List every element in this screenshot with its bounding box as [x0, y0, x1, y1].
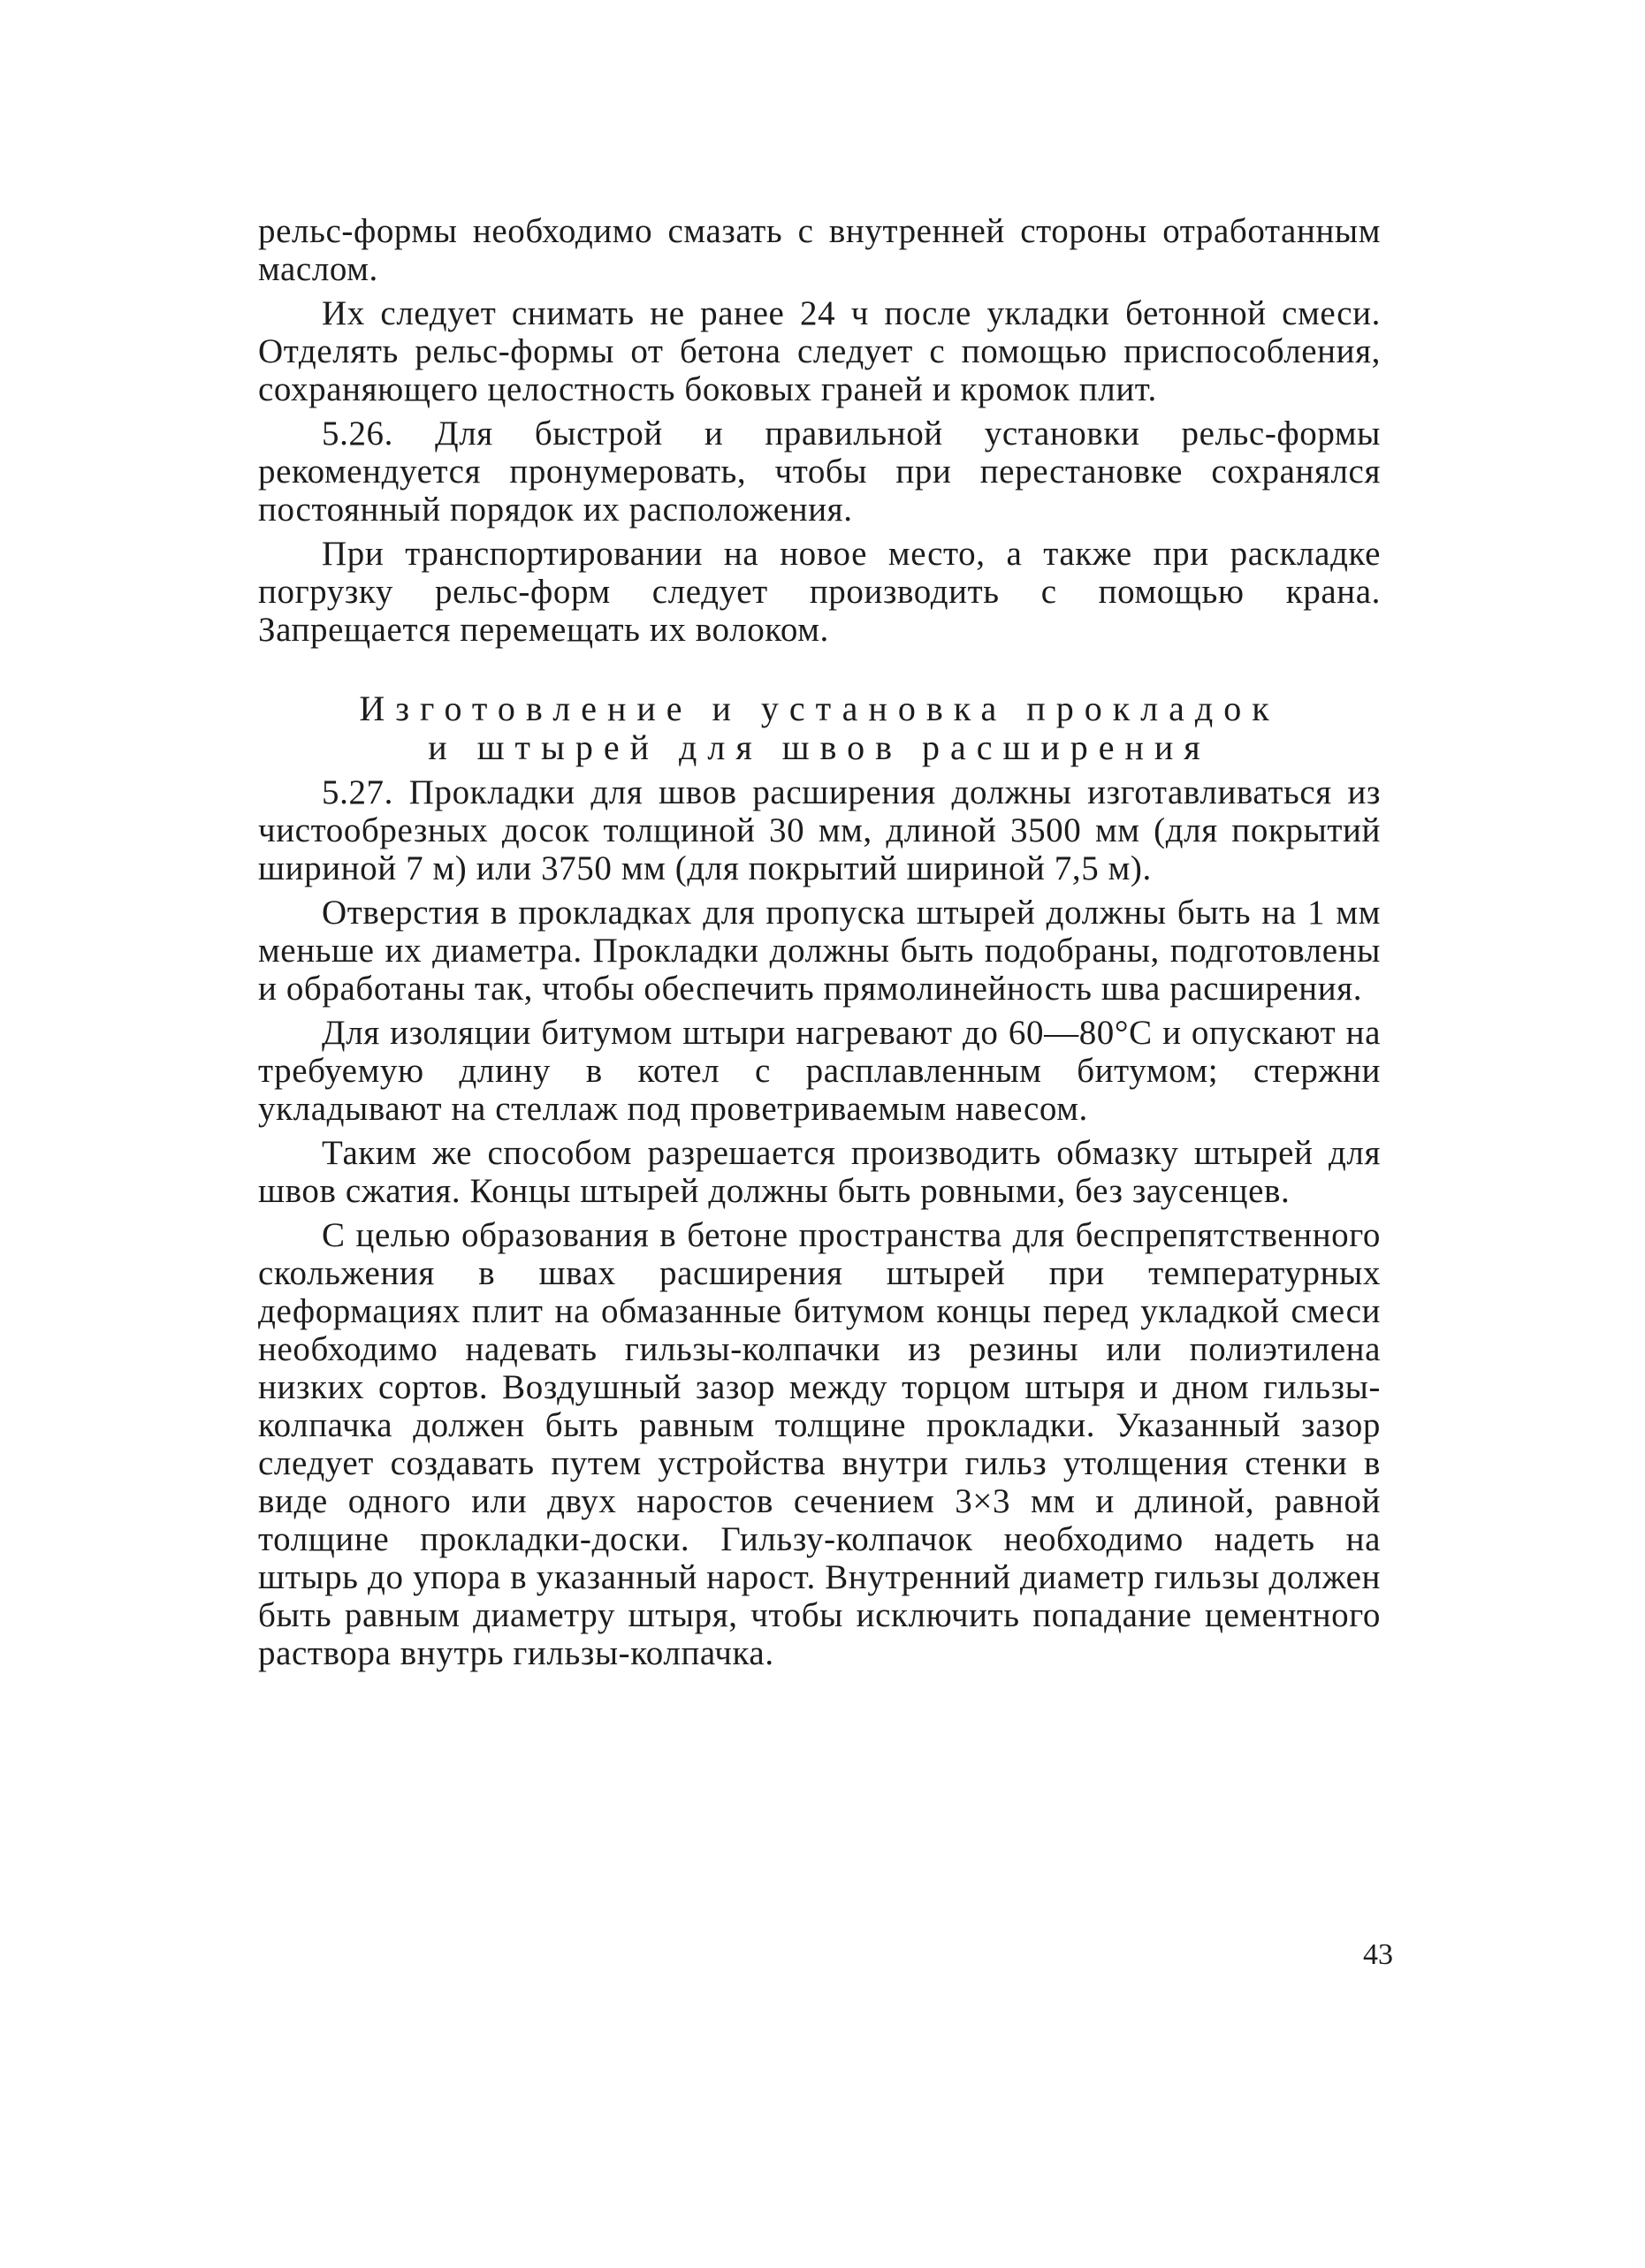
paragraph-sleeve-caps: С целью образования в бетоне пространства для беспрепятственного скольжения в швах расширения штырей при температурных деформациях плит на обмазанные битумом концы перед укладкой смеси необходимо надевать гильзы-колпачки из резины или полиэтилена низких сортов. Воздушный зазор между торцом штыря и дном гильзы-колпачка должен быть равным толщине прокладки. Указанный зазор следует создавать путем устройства внутри гильз утолщения стенки в виде одного или двух наростов сечением 3×3 мм и длиной, равной толщине прокладки-доски. Гильзу-колпачок необходимо надеть на штырь до упора в указанный нарост. Внутренний диаметр гильзы должен быть равным диаметру штыря, чтобы исключить попадание цементного раствора внутрь гильзы-колпачка. — [258, 1216, 1381, 1672]
paragraph-bitumen-insulation: Для изоляции битумом штыри нагревают до 60—80°С и опускают на требуемую длину в котел с расплавленным битумом; стержни укладывают на стеллаж под проветриваемым навесом. — [258, 1014, 1381, 1128]
section-heading — [258, 689, 1381, 767]
paragraph-5-27: 5.27. Прокладки для швов расширения должны изготавливаться из чистообрезных досок толщиной 30 мм, длиной 3500 мм (для покрытий шириной 7 м) или 3750 мм (для покрытий шириной 7,5 м). — [258, 773, 1381, 887]
section-heading-line-1: Изготовление и установка прокладок — [359, 689, 1280, 728]
text-column — [258, 212, 1381, 1672]
paragraph-compression-joints: Таким же способом разрешается производить обмазку штырей для швов сжатия. Концы штырей должны быть ровными, без заусенцев. — [258, 1134, 1381, 1210]
paragraph-5-26: 5.26. Для быстрой и правильной установки рельс-формы рекомендуется пронумеровать, чтобы при перестановке сохранялся постоянный порядок их расположения. — [258, 415, 1381, 529]
paragraph-removal-timing: Их следует снимать не ранее 24 ч после укладки бетонной смеси. Отделять рельс-формы от бетона следует с помощью приспособления, сохраняющего целостность боковых граней и кромок плит. — [258, 294, 1381, 408]
section-heading-line-2: и штырей для швов расширения — [428, 727, 1211, 767]
paragraph-continuation: рельс-формы необходимо смазать с внутренней стороны отработанным маслом. — [258, 212, 1381, 288]
page-number: 43 — [1363, 1938, 1393, 1971]
paragraph-holes: Отверстия в прокладках для пропуска штырей должны быть на 1 мм меньше их диаметра. Прокладки должны быть подобраны, подготовлены и обработаны так, чтобы обеспечить прямолинейность шва расширения. — [258, 894, 1381, 1008]
paragraph-transport: При транспортировании на новое место, а также при раскладке погрузку рельс-форм следует производить с помощью крана. Запрещается перемещать их волоком. — [258, 535, 1381, 649]
